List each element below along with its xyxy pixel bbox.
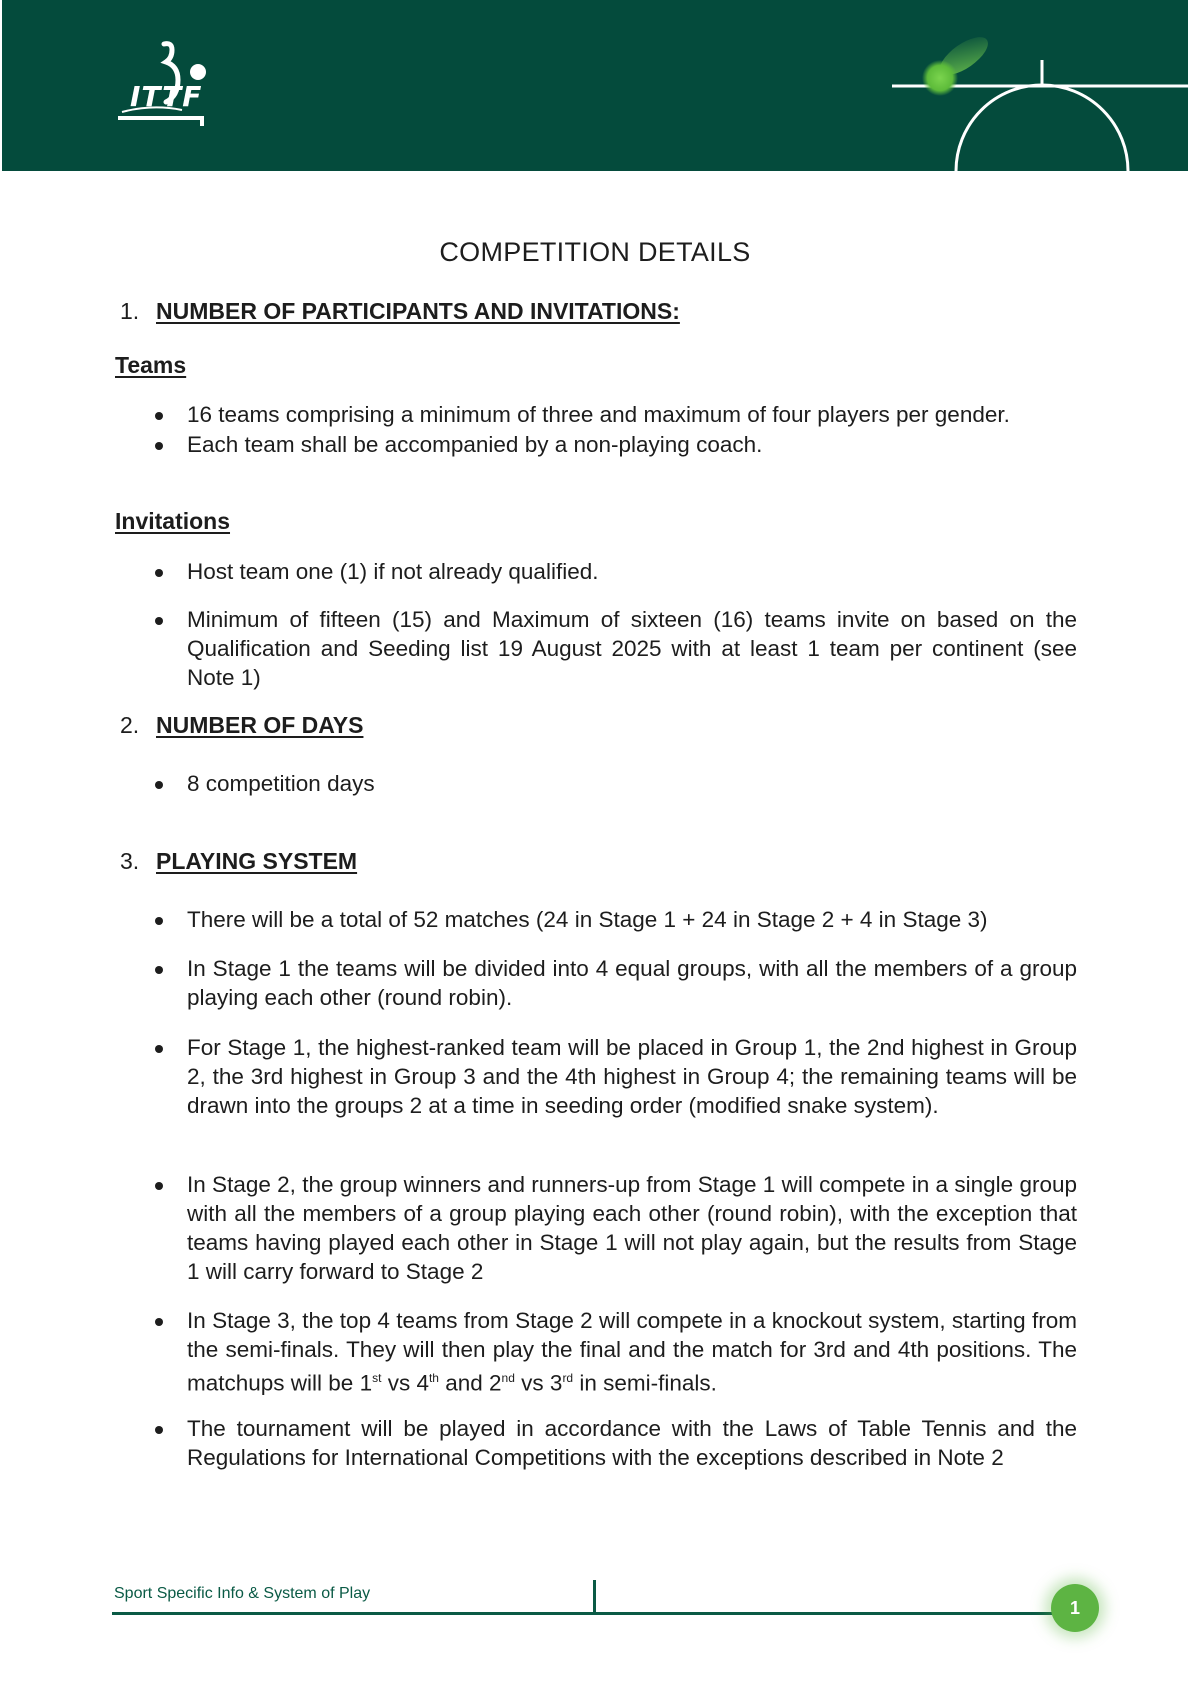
section-title: PLAYING SYSTEM — [156, 848, 358, 874]
section-2-heading — [120, 712, 363, 739]
stage3-text: vs 3 — [514, 1370, 563, 1396]
footer-divider — [593, 1580, 596, 1614]
stage3-text: and 2 — [438, 1370, 502, 1396]
list-item: In Stage 1 the teams will be divided into 4 equal groups, with all the members of a group playing each other (round robin). — [187, 956, 1077, 1010]
stage3-text: In Stage 3, the top 4 teams from Stage 2 will compete in a knockout system, starting from the semi-finals. They will then play the final and the match for 3rd and 4th positions. The matchups will be 1 — [187, 1308, 1077, 1396]
stage3-text: vs 4 — [381, 1370, 429, 1396]
ittf-logo — [112, 40, 212, 132]
list-item: Minimum of fifteen (15) and Maximum of sixteen (16) teams invite on based on the Qualification and Seeding list 19 August 2025 with at least 1 team per continent (see Note 1) — [187, 607, 1077, 690]
list-item: The tournament will be played in accordance with the Laws of Table Tennis and the Regulations for International Competitions with the exceptions described in Note 2 — [187, 1416, 1077, 1470]
page-number: 1 — [1051, 1584, 1099, 1632]
superscript: rd — [562, 1371, 574, 1385]
superscript: nd — [501, 1371, 515, 1385]
section-number: 2. — [120, 712, 140, 738]
list-item: 8 competition days — [187, 769, 1077, 798]
list-item: Each team shall be accompanied by a non-playing coach. — [187, 430, 1077, 459]
section-title: NUMBER OF PARTICIPANTS AND INVITATIONS: — [156, 298, 680, 324]
logo-text: ITTF — [130, 80, 203, 113]
list-item: Host team one (1) if not already qualified. — [187, 557, 1077, 586]
list-item-stage3 — [187, 1306, 1077, 1398]
footer-text: Sport Specific Info & System of Play — [114, 1585, 371, 1602]
list-item: There will be a total of 52 matches (24 in Stage 1 + 24 in Stage 2 + 4 in Stage 3) — [187, 905, 1077, 934]
page-title: COMPETITION DETAILS — [439, 237, 751, 267]
superscript: st — [372, 1371, 382, 1385]
table-tennis-decoration-icon — [882, 0, 1188, 171]
stage3-text: in semi-finals. — [573, 1370, 717, 1396]
superscript: th — [428, 1371, 439, 1385]
list-item: In Stage 2, the group winners and runners-up from Stage 1 will compete in a single group with all the members of a group playing each other (round robin), with the exception that teams having played each other in Stage 1 will not play again, but the results from Stage 1 will carry forward to Stage 2 — [187, 1172, 1077, 1284]
list-item: For Stage 1, the highest-ranked team will be placed in Group 1, the 2nd highest in Group 2, the 3rd highest in Group 3 and the 4th highest in Group 4; the remaining teams will be drawn into the groups 2 at a time in seeding order (modified snake system). — [187, 1035, 1077, 1118]
section-title: NUMBER OF DAYS — [156, 712, 364, 738]
header-banner — [2, 0, 1188, 171]
section-number: 1. — [120, 298, 140, 324]
section-1-heading — [120, 298, 680, 325]
section-3-heading — [120, 848, 357, 875]
list-item: 16 teams comprising a minimum of three and maximum of four players per gender. — [187, 400, 1077, 429]
section-number: 3. — [120, 848, 140, 874]
invitations-heading: Invitations — [115, 508, 231, 534]
teams-heading: Teams — [115, 352, 187, 378]
footer-line — [112, 1612, 1070, 1615]
